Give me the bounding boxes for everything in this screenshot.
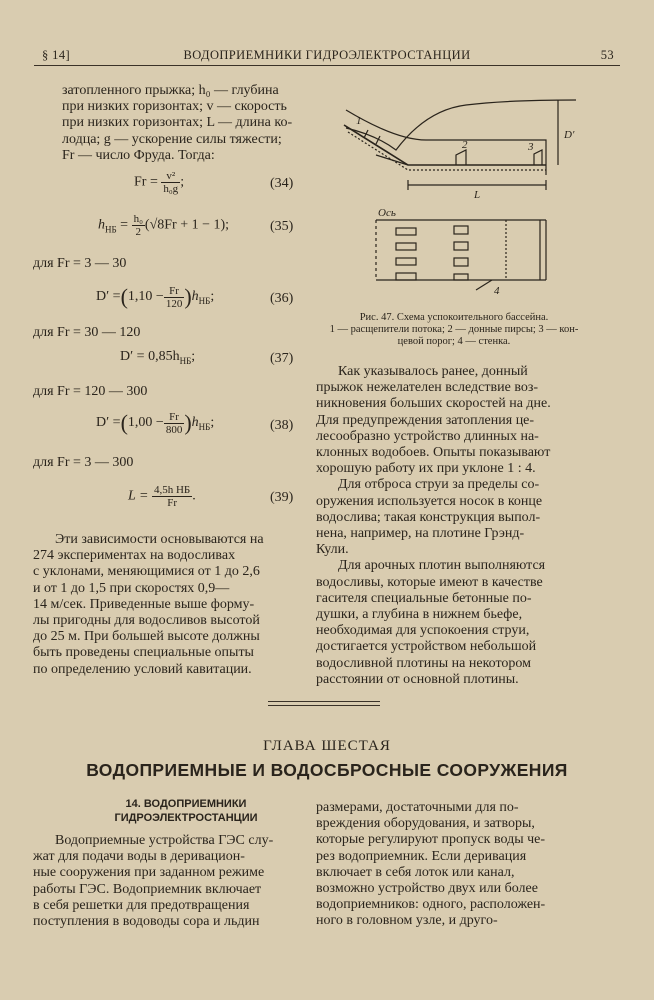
- figure-label-3: 3: [528, 141, 534, 153]
- pier-plan: [454, 274, 468, 280]
- text-line: Для отброса струи за пределы со-: [338, 477, 540, 493]
- paragraph: [316, 558, 590, 688]
- text-line: до 25 м. При большей высоте должны: [33, 629, 260, 645]
- text-line: прыжок нежелателен вследствие воз-: [316, 380, 539, 396]
- caption-line: цевой порог; 4 — стенка.: [397, 336, 511, 347]
- caption-title: Рис. 47. Схема успокоительного бассейна.: [359, 312, 549, 323]
- text-line: Для предупреждения затопления це-: [316, 412, 535, 428]
- splitter-block-plan: [396, 228, 416, 235]
- text-line: Кули.: [316, 542, 349, 558]
- page-number: 53: [600, 48, 614, 62]
- formula-number: (39): [270, 490, 294, 505]
- text-line: никновения больших скоростей на дне.: [316, 396, 551, 412]
- splitter-block-plan: [396, 243, 416, 250]
- formula-number: (36): [270, 291, 294, 306]
- text-line: ные сооружения при заданном режиме: [33, 865, 265, 881]
- text-line: 14 м/сек. Приведенные выше форму-: [33, 596, 255, 612]
- text-line: при низких горизонтах; L — длина ко-: [62, 115, 293, 131]
- text-line: Для арочных плотин выполняются: [338, 558, 546, 574]
- text-line: работы ГЭС. Водоприемник включает: [33, 881, 262, 897]
- text-line: жат для подачи воды в деривацион-: [33, 849, 245, 865]
- text-line: Водоприемные устройства ГЭС слу-: [55, 833, 274, 848]
- condition-label: для Fr = 30 — 120: [33, 325, 141, 340]
- left-closing-paragraph: [33, 532, 310, 678]
- text-line: Эти зависимости основываются на: [55, 532, 264, 547]
- text-line: Fr — число Фруда. Тогда:: [62, 147, 215, 163]
- apron-outline: [344, 125, 546, 165]
- splitter-block-plan: [396, 258, 416, 265]
- side-wall: [540, 220, 546, 280]
- left-intro: [62, 83, 310, 164]
- text-line: и от 1 до 1,5 при скоростях 0,9—: [33, 580, 230, 596]
- section-heading: 14. ВОДОПРИЕМНИКИ ГИДРОЭЛЕКТРОСТАНЦИИ: [114, 798, 258, 824]
- text-line: поступления в водоводы сора и льдин: [33, 914, 260, 930]
- flow-arrow: [376, 155, 408, 165]
- formula-number: (37): [270, 351, 294, 366]
- wall-leader: [476, 280, 492, 290]
- formula-38: D′ =(1,00 − $\frac{Fr}{800}$ )$h_{НБ}$;: [96, 410, 215, 436]
- text-line: необходимая для успокоения струи,: [316, 623, 530, 639]
- text-line: быть проведены специальные опыты: [33, 645, 254, 661]
- text-line: расстоянии от основной плотины.: [316, 671, 519, 687]
- figure-caption: [318, 312, 590, 348]
- text-line: водосливы, которые имеют в качестве: [316, 574, 543, 590]
- text-line: нена, например, на плотине Грэнд-: [316, 526, 525, 542]
- text-line: 274 экспериментах на водосливах: [33, 548, 236, 564]
- text-line: при низких горизонтах; v — скорость: [62, 99, 287, 115]
- text-line: достигается устройством небольшой: [316, 639, 537, 655]
- text-line: вреждения оборудования, и затворы,: [316, 816, 535, 832]
- splitter-block-plan: [396, 273, 416, 280]
- condition-label: для Fr = 3 — 30: [33, 256, 127, 271]
- text-line: лесообразно устройство длинных на-: [316, 428, 539, 444]
- formula-37: $D' = 0,85h_{НБ}$;: [120, 349, 196, 366]
- formula-34: Fr = $\frac{\text{v²}}{\text{h₀g}}$ ;: [134, 170, 185, 195]
- figure-label-4: 4: [494, 285, 500, 297]
- text-line: по определению условий кавитации.: [33, 661, 252, 677]
- text-line: Как указывалось ранее, донный: [338, 364, 528, 379]
- text-line: с уклонами, меняющимися от 1 до 2,6: [33, 564, 260, 580]
- text-line: рез водоприемник. Если деривация: [316, 848, 527, 864]
- text-line: оружения используется носок в конце: [316, 493, 543, 509]
- text-line: лы пригодны для водосливов высотой: [33, 613, 260, 629]
- formula-39: L = $\frac{\text{4,5h НБ}}{Fr}$ .: [128, 484, 196, 509]
- text-line: душки, а глубина в нижнем бьефе,: [316, 607, 523, 623]
- formula-number: (34): [270, 176, 294, 191]
- text-line: гасителя специальные бетонные по-: [316, 590, 532, 606]
- text-line: в себя решетки для предотвращения: [33, 897, 250, 913]
- text-line: водоприемников: одного, расположен-: [316, 897, 546, 913]
- running-head: [34, 46, 620, 66]
- text-line: затопленного прыжка; h₀ — глубина: [62, 83, 279, 98]
- text-line: включает в себя лоток или канал,: [316, 864, 515, 880]
- section-divider: [268, 701, 380, 702]
- text-line: водосливной плотины на некотором: [316, 655, 532, 671]
- right-column-text: [316, 364, 590, 688]
- section14-left-text: [33, 833, 310, 930]
- section-divider: [268, 705, 380, 706]
- text-line: возможно устройство двух или более: [316, 881, 538, 897]
- text-line: хорошую работу их при уклоне 1 : 4.: [316, 461, 536, 477]
- tailwater-surface: [346, 100, 576, 150]
- caption-line: 1 — расщепители потока; 2 — донные пирсы; 3 — кон-: [329, 324, 579, 335]
- formula-35: $h_{НБ}$ = $\frac{\text{h₀}}{2}$ (√8Fr + 1 − 1);: [98, 213, 230, 238]
- baffle-pier: [456, 150, 466, 165]
- pier-plan: [454, 242, 468, 250]
- condition-label: для Fr = 3 — 300: [33, 455, 134, 470]
- formula-36: D′ =(1,10 − $\frac{Fr}{120}$ )$h_{НБ}$;: [96, 284, 215, 310]
- condition-label: для Fr = 120 — 300: [33, 384, 148, 399]
- figure-label-l: L: [474, 189, 481, 201]
- header-title: ВОДОПРИЕМНИКИ ГИДРОЭЛЕКТРОСТАНЦИИ: [183, 48, 471, 62]
- chapter-title: ВОДОПРИЕМНЫЕ И ВОДОСБРОСНЫЕ СООРУЖЕНИЯ: [86, 760, 568, 780]
- figure-label-axis: Ось: [378, 207, 396, 219]
- paragraph: [316, 477, 590, 558]
- figure-label-d: D′: [564, 129, 575, 141]
- figure-label-2: 2: [462, 139, 468, 151]
- text-line: клонных водобоев. Опыты показывают: [316, 445, 551, 461]
- formula-number: (35): [270, 219, 294, 234]
- section14-right-text: [316, 800, 590, 930]
- text-line: ного в головном узле, и друго-: [316, 913, 498, 929]
- text-line: водослива; такая конструкция выпол-: [316, 509, 541, 525]
- pier-plan: [454, 226, 468, 234]
- paragraph: [316, 364, 590, 477]
- pier-plan: [454, 258, 468, 266]
- text-line: лодца; g — ускорение силы тяжести;: [62, 131, 282, 147]
- text-line: которые регулируют пропуск воды че-: [316, 832, 546, 848]
- stilling-basin-figure: [316, 80, 596, 310]
- formula-number: (38): [270, 418, 294, 433]
- header-section: § 14]: [42, 48, 71, 62]
- text-line: размерами, достаточными для по-: [316, 800, 519, 815]
- figure-label-1: 1: [356, 115, 362, 127]
- chapter-label: ГЛАВА ШЕСТАЯ: [263, 738, 391, 754]
- end-sill: [534, 150, 542, 165]
